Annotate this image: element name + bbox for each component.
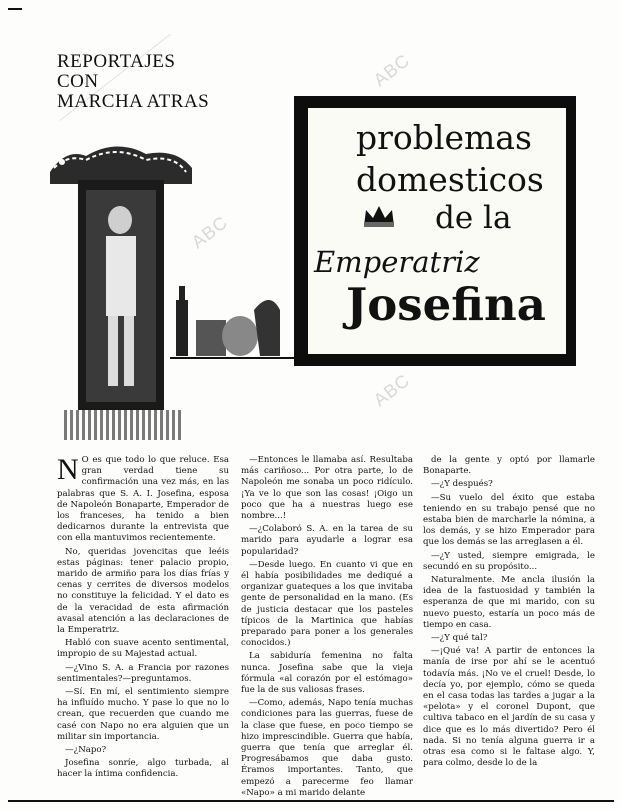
bottom-rule — [8, 800, 614, 802]
paragraph: No, queridas jovencitas que leéis estas páginas: tener palacio propio, marido de armiño para los días frías y cenas y cerrites de diversos modelos no constituye la felicidad. Y el dato es de la veracidad de esta afirmación avasal atención a las declaraciones de la Emperatriz. — [57, 546, 229, 636]
section-title-line2: CON — [57, 71, 99, 92]
crown-icon — [362, 202, 396, 228]
kitchen-illustration — [170, 270, 300, 360]
paragraph: —¿Y usted, siempre emigrada, le secundó en su propósito... — [423, 550, 595, 572]
headline-line5: Josefina — [346, 278, 546, 331]
paragraph: —Como, además, Napo tenía muchas condiciones para las guerras, fuese de la clase que fuese, en poco tiempo se hizo imprescindible. Guerra que había, guerra que tenía que arreglar él. Progresábamos que daba gusto. Éramos importantes. Tanto, que empezó a parecerme feo llamar «Napo» a mi marido delante — [241, 698, 413, 798]
paragraph: —Sí. En mí, el sentimiento siempre ha influído mucho. Y pase lo que no lo crean, que recuerden que cuando me casé con Napo no era alguien que un militar sin importancia. — [57, 687, 229, 742]
headline-line2: domesticos — [356, 160, 544, 199]
napoleon-figure — [86, 190, 156, 402]
paragraph: —¡Qué va! A partir de entonces la manía de irse por ahí se le acentuó todavía más. ¡No ve el cruel! Desde, lo decía yo, por ejemplo, cómo se queda en el casa todas las tardes a jugar a la «pelota» y el coronel Dupont, que cultiva tabaco en el jardín de su casa y dice que es lo más divertido? Pero él nada. Si no tenía alguna guerra ir a otras esa como si le faltase algo. Y, para colmo, desde lo de la — [423, 646, 595, 769]
paragraph: —¿Y después? — [431, 479, 493, 490]
paragraph: La sabiduría femenina no falta nunca. Josefina sabe que la vieja fórmula «al corazón por el estómago» fue la de sus valiosas frases. — [241, 651, 413, 696]
headline-line1: problemas — [356, 118, 532, 157]
top-rule — [8, 8, 22, 10]
paragraph: —¿Y qué tal? — [431, 633, 488, 644]
paragraph: —Desde luego. En cuanto vi que en él había posibilidades me dediqué a organizar guateques a los que invitaba gente de personalidad en la mano. (Es de justicia destacar que los pasteles típicos de la Martinica que habías preparado para poner a los generales conocidos.) — [241, 559, 413, 649]
section-title — [57, 52, 209, 112]
paragraph: —Entonces le llamaba así. Resultaba más cariñoso... Por otra parte, lo de Napoleón me sonaba un poco ridículo. ¡Ya ve lo que son las cosas! ¡Oigo un poco que ha a nuestras luego ese nombre...! — [241, 455, 413, 522]
watermark: ABC — [187, 211, 232, 253]
headline-line3: de la — [435, 200, 512, 236]
portrait-base — [64, 410, 184, 440]
paragraph: —¿Colaboró S. A. en la tarea de su marido para ayudarle a lograr esa popularidad? — [241, 524, 413, 557]
paragraph: N O es que todo lo que reluce. Esa gran verdad tiene su confirmación una vez más, en las palabras que S. A. I. Josefina, esposa de Napoleón Bonaparte, Emperador de los franceses, ha tenido a bien dedicarnos durante la entrevista que con ella mantuvimos recientemente. — [57, 453, 229, 544]
watermark: ABC — [369, 49, 414, 91]
paragraph: —¿Napo? — [65, 745, 107, 756]
article-column-3 — [423, 455, 595, 771]
article-column-1 — [57, 455, 229, 783]
headline-line4: Emperatriz — [314, 245, 480, 279]
paragraph: Josefina sonríe, algo turbada, al hacer la íntima confidencia. — [57, 758, 229, 780]
article-column-2 — [241, 455, 413, 801]
section-title-line3: MARCHA ATRAS — [57, 91, 210, 112]
paragraph: Habló con suave acento sentimental, impropio de su Majestad actual. — [57, 638, 229, 660]
drop-cap: N — [57, 453, 79, 486]
section-title-line1: REPORTAJES — [57, 51, 176, 72]
watermark: ABC — [369, 369, 414, 411]
cat-illustration — [46, 128, 196, 188]
paragraph: Naturalmente. Me ancla ilusión la idea de la fastuosidad y también la esperanza de que mi marido, con su nuevo puesto, estaría un poco más de tiempo en casa. — [423, 575, 595, 630]
paragraph: —Su vuelo del éxito que estaba teniendo en su trabajo pensé que no estaba bien de marcharle la nómina, a los demás, y se hizo Emperador para que los demás se las arreglasen a él. — [423, 492, 595, 548]
paragraph: —¿Vino S. A. a Francia por razones sentimentales?—preguntamos. — [57, 662, 229, 684]
paragraph: de la gente y optó por llamarle Bonaparte. — [423, 455, 595, 477]
